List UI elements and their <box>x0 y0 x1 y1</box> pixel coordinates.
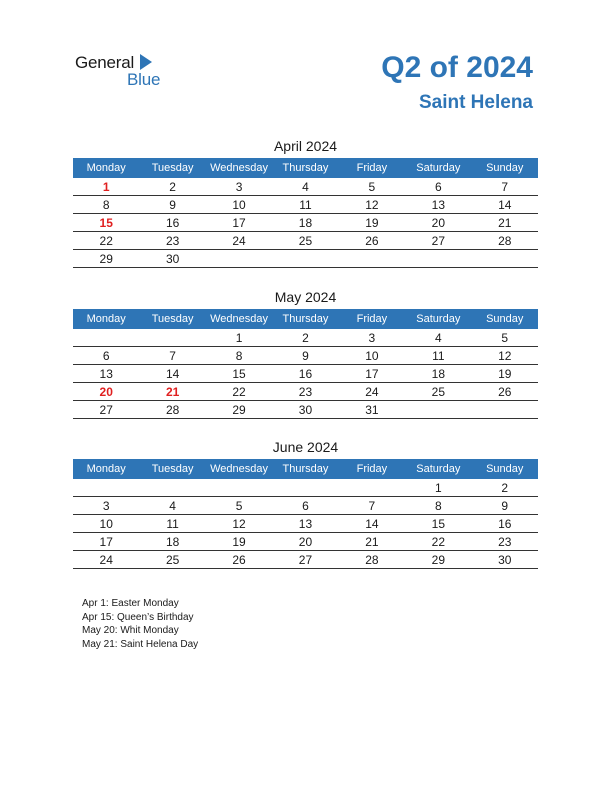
holiday-note: Apr 1: Easter Monday <box>82 598 179 609</box>
day-cell: 30 <box>165 252 180 266</box>
day-cell: 3 <box>102 499 110 513</box>
holiday-day-cell: 15 <box>99 216 113 230</box>
day-cell <box>472 251 538 267</box>
generalblue-logo <box>75 52 175 92</box>
day-cell: 2 <box>501 481 509 495</box>
day-cell: 25 <box>298 234 313 248</box>
day-cell: 6 <box>302 499 309 513</box>
day-cell: 21 <box>498 216 512 230</box>
weekday-header <box>73 309 538 329</box>
day-cell: 26 <box>232 553 246 567</box>
weekday-label: Saturday <box>416 162 461 174</box>
week-rows <box>73 179 538 268</box>
weekday-label: Tuesday <box>151 463 194 475</box>
day-cell: 29 <box>431 553 445 567</box>
day-cell: 19 <box>365 216 379 230</box>
day-cell: 9 <box>302 349 309 363</box>
day-cell: 10 <box>232 198 246 212</box>
weekday-label: Friday <box>356 162 388 174</box>
day-cell: 17 <box>232 216 246 230</box>
weekday-label: Monday <box>86 313 126 325</box>
week-rows <box>73 480 538 569</box>
day-cell: 7 <box>501 180 509 194</box>
weekday-label: Saturday <box>416 313 461 325</box>
day-cell: 13 <box>298 517 313 531</box>
holiday-day-cell: 1 <box>102 180 110 194</box>
day-cell: 1 <box>434 481 442 495</box>
day-cell: 12 <box>365 198 379 212</box>
day-cell: 16 <box>498 517 512 531</box>
day-cell: 13 <box>99 367 113 381</box>
page-title: Q2 of 2024 <box>381 51 533 84</box>
day-cell: 16 <box>298 367 313 381</box>
weekday-label: Friday <box>356 313 388 325</box>
day-cell: 3 <box>368 331 376 345</box>
page-subtitle: Saint Helena <box>418 92 533 113</box>
day-cell: 4 <box>302 180 309 194</box>
day-cell: 18 <box>431 367 445 381</box>
holiday-note: May 21: Saint Helena Day <box>82 638 199 650</box>
day-cell: 7 <box>368 499 376 513</box>
weekday-label: Thursday <box>282 463 329 475</box>
week-row <box>73 384 538 401</box>
day-cell: 18 <box>298 216 313 230</box>
day-cell <box>339 251 405 267</box>
day-cell: 19 <box>498 367 512 381</box>
day-cell: 15 <box>232 367 246 381</box>
holiday-note: Apr 15: Queen’s Birthday <box>82 611 194 623</box>
logo-text-blue: Blue <box>127 70 161 89</box>
day-cell: 30 <box>498 553 512 567</box>
day-cell: 24 <box>365 385 379 399</box>
week-row <box>73 402 538 419</box>
day-cell: 12 <box>232 517 246 531</box>
day-cell: 27 <box>99 403 113 417</box>
day-cell: 29 <box>99 252 113 266</box>
week-row <box>73 215 538 232</box>
day-cell: 6 <box>434 180 442 194</box>
week-row <box>73 330 538 347</box>
day-cell <box>206 480 272 496</box>
day-cell: 6 <box>102 349 110 363</box>
day-cell <box>139 480 205 496</box>
day-cell: 4 <box>169 499 176 513</box>
day-cell: 7 <box>169 349 176 363</box>
day-cell: 26 <box>365 234 379 248</box>
day-cell: 9 <box>501 499 509 513</box>
month-calendar-may <box>73 286 538 419</box>
day-cell: 22 <box>232 385 246 399</box>
day-cell: 22 <box>431 535 445 549</box>
week-row <box>73 179 538 196</box>
day-cell: 8 <box>102 198 110 212</box>
week-row <box>73 480 538 497</box>
day-cell: 25 <box>165 553 180 567</box>
weekday-label: Sunday <box>486 313 524 325</box>
holiday-notes <box>82 597 198 651</box>
day-cell: 28 <box>498 234 512 248</box>
month-title: June 2024 <box>272 439 339 455</box>
week-row <box>73 552 538 569</box>
day-cell: 17 <box>99 535 113 549</box>
day-cell: 24 <box>232 234 246 248</box>
day-cell <box>139 330 205 346</box>
day-cell: 18 <box>165 535 180 549</box>
day-cell: 14 <box>365 517 379 531</box>
day-cell: 21 <box>365 535 379 549</box>
day-cell: 2 <box>302 331 309 345</box>
weekday-header <box>73 158 538 178</box>
weekday-label: Thursday <box>282 162 329 174</box>
day-cell: 14 <box>165 367 180 381</box>
day-cell: 11 <box>432 349 445 363</box>
day-cell: 29 <box>232 403 246 417</box>
weekday-header <box>73 459 538 479</box>
day-cell: 1 <box>235 331 243 345</box>
day-cell <box>272 251 338 267</box>
day-cell: 16 <box>165 216 180 230</box>
week-row <box>73 516 538 533</box>
day-cell: 2 <box>169 180 176 194</box>
day-cell: 11 <box>166 517 179 531</box>
day-cell: 23 <box>298 385 313 399</box>
weekday-label: Thursday <box>282 313 329 325</box>
weekday-label: Tuesday <box>151 162 194 174</box>
week-row <box>73 498 538 515</box>
holiday-day-cell: 21 <box>165 385 180 399</box>
day-cell: 19 <box>232 535 246 549</box>
day-cell <box>472 402 538 418</box>
month-calendar-april <box>73 135 538 268</box>
day-cell: 23 <box>498 535 512 549</box>
day-cell: 25 <box>431 385 445 399</box>
day-cell: 11 <box>299 198 312 212</box>
day-cell: 3 <box>235 180 243 194</box>
day-cell: 10 <box>99 517 113 531</box>
day-cell: 4 <box>434 331 442 345</box>
day-cell: 28 <box>165 403 180 417</box>
month-title: April 2024 <box>273 138 338 154</box>
day-cell: 28 <box>365 553 379 567</box>
holiday-note: May 20: Whit Monday <box>82 625 179 636</box>
weekday-label: Wednesday <box>210 313 268 325</box>
month-title: May 2024 <box>274 289 337 305</box>
week-row <box>73 233 538 250</box>
day-cell: 5 <box>501 331 509 345</box>
day-cell: 8 <box>434 499 442 513</box>
month-calendar-june <box>73 436 538 569</box>
day-cell: 5 <box>235 499 243 513</box>
day-cell: 20 <box>431 216 445 230</box>
weekday-label: Wednesday <box>210 463 268 475</box>
day-cell: 30 <box>298 403 313 417</box>
day-cell: 5 <box>368 180 376 194</box>
day-cell <box>272 480 338 496</box>
day-cell <box>73 330 139 346</box>
day-cell: 31 <box>365 403 379 417</box>
day-cell: 10 <box>365 349 379 363</box>
week-row <box>73 197 538 214</box>
weekday-label: Monday <box>86 463 126 475</box>
day-cell <box>339 480 405 496</box>
day-cell <box>405 402 471 418</box>
day-cell: 26 <box>498 385 512 399</box>
day-cell <box>405 251 471 267</box>
day-cell: 22 <box>99 234 113 248</box>
weekday-label: Saturday <box>416 463 461 475</box>
weekday-label: Wednesday <box>210 162 268 174</box>
day-cell: 20 <box>298 535 313 549</box>
day-cell: 27 <box>431 234 445 248</box>
day-cell <box>73 480 139 496</box>
week-row <box>73 251 538 268</box>
week-row <box>73 534 538 551</box>
weekday-label: Sunday <box>486 162 524 174</box>
weekday-label: Tuesday <box>151 313 194 325</box>
day-cell: 13 <box>431 198 445 212</box>
week-row <box>73 348 538 365</box>
day-cell: 17 <box>365 367 379 381</box>
day-cell: 12 <box>498 349 512 363</box>
day-cell: 8 <box>235 349 243 363</box>
logo-text-general: General <box>75 53 135 72</box>
weekday-label: Sunday <box>486 463 524 475</box>
day-cell: 24 <box>99 553 113 567</box>
day-cell: 15 <box>431 517 445 531</box>
logo-triangle-icon <box>140 54 152 70</box>
day-cell: 27 <box>298 553 313 567</box>
week-rows <box>73 330 538 419</box>
holiday-day-cell: 20 <box>99 385 113 399</box>
weekday-label: Monday <box>86 162 126 174</box>
day-cell: 23 <box>165 234 180 248</box>
weekday-label: Friday <box>356 463 388 475</box>
day-cell: 9 <box>169 198 176 212</box>
week-row <box>73 366 538 383</box>
day-cell <box>206 251 272 267</box>
day-cell: 14 <box>498 198 512 212</box>
